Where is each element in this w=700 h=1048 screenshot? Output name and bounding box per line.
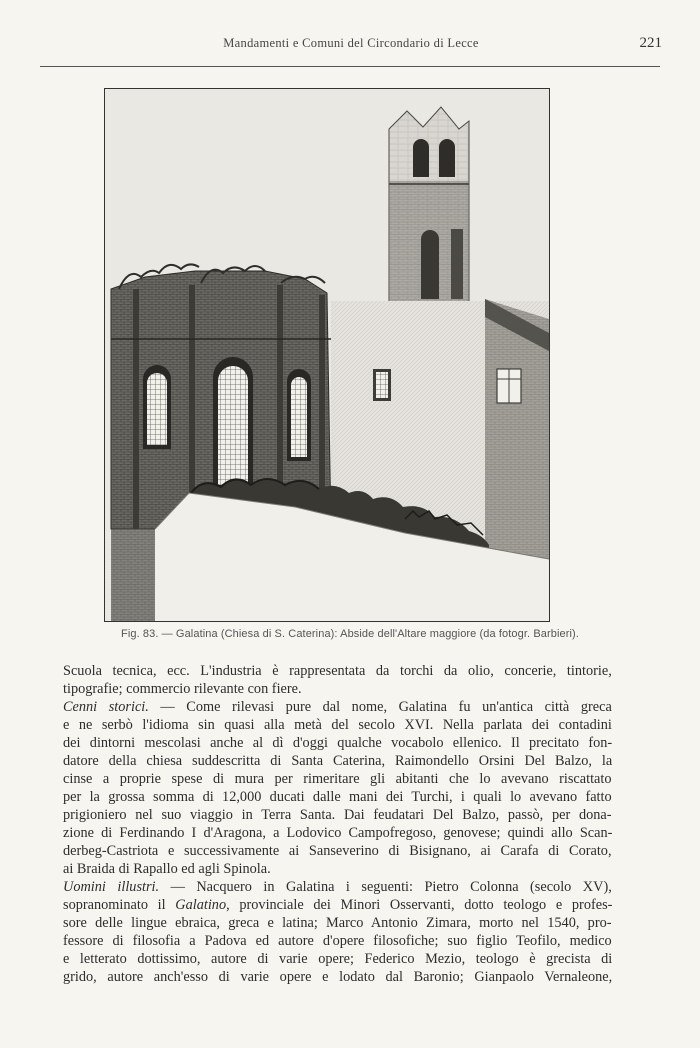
text-line bbox=[63, 860, 612, 878]
text-line-content: cinse a proprie spese di mura per rimeritare gli abitanti che lo avevano riscattato bbox=[63, 771, 612, 787]
running-title: Mandamenti e Comuni del Circondario di Lecce bbox=[223, 36, 479, 50]
text-line bbox=[63, 662, 612, 680]
text-line-content: fessore di filosofia a Padova ed autore d'opere filosofiche; suo figlio Teofilo, medico bbox=[63, 933, 612, 949]
text-line-content: e letterato dottissimo, autore di varie opere; Federico Mezio, teologo è grecista di bbox=[63, 951, 613, 967]
text-line-content: datore della chiesa suddescritta di Santa Caterina, Raimondello Orsini Del Balzo, la bbox=[63, 753, 613, 769]
text-line-content: sopranominato il Galatino, provinciale dei Minori Osservanti, dotto teologo e profes- bbox=[63, 897, 613, 913]
text-line-content: derbeg-Castriota e successivamente ai Sanseverino di Bisignano, ai Carafa di Corato, bbox=[63, 843, 612, 859]
text-line bbox=[63, 680, 612, 698]
text-line bbox=[63, 968, 612, 986]
text-line bbox=[63, 716, 612, 734]
text-line bbox=[63, 896, 612, 914]
header-rule bbox=[40, 66, 660, 67]
text-line-content: zione di Ferdinando I d'Aragona, a Lodovico Campofregoso, genovese; quindi allo Scan- bbox=[63, 825, 613, 841]
church-engraving bbox=[105, 89, 549, 621]
text-line bbox=[63, 932, 612, 950]
text-line-content: Scuola tecnica, ecc. L'industria è rappresentata da torchi da olio, concerie, tintorie, bbox=[63, 663, 612, 679]
text-line-content: Uomini illustri. — Nacquero in Galatina i seguenti: Pietro Colonna (secolo XV), bbox=[63, 879, 612, 895]
text-line bbox=[63, 788, 612, 806]
page-number: 221 bbox=[639, 35, 662, 51]
text-line bbox=[63, 950, 612, 968]
text-line-content: ai Braida di Rapallo ed agli Spinola. bbox=[63, 861, 271, 877]
body-text bbox=[63, 662, 612, 986]
text-line bbox=[63, 806, 612, 824]
text-line-content: per la grossa somma di 12,000 ducati dalle mani dei Turchi, i quali lo avevano fatto bbox=[63, 789, 612, 805]
text-line bbox=[63, 734, 612, 752]
text-line bbox=[63, 842, 612, 860]
text-line-content: grido, autore anch'esso di varie opere e lodato dal Baronio; Gianpaolo Vernaleone, bbox=[63, 969, 613, 985]
text-line-content: e ne serbò l'idioma sin quasi alla metà del secolo XVI. Nella parlata dei contadini bbox=[63, 717, 612, 733]
figure-caption: Fig. 83. — Galatina (Chiesa di S. Caterina): Abside dell'Altare maggiore (da fotogr. Barbieri). bbox=[121, 628, 579, 640]
text-line bbox=[63, 698, 612, 716]
text-line bbox=[63, 752, 612, 770]
text-line-content: sore delle lingue ebraica, greca e latina; Marco Antonio Zimara, morto nel 1540, pro- bbox=[63, 915, 612, 931]
text-line bbox=[63, 770, 612, 788]
bell-tower bbox=[389, 107, 469, 304]
page-header bbox=[40, 36, 662, 58]
text-line bbox=[63, 878, 612, 896]
text-line-content: dei dintorni mescolasi anche al dì d'oggi qualche vocabolo ellenico. Il precitato fon- bbox=[63, 735, 613, 751]
text-line-content: prigioniero nel suo viaggio in Terra Santa. Dai feudatari Del Balzo, passò, per dona- bbox=[63, 807, 612, 823]
figure-illustration bbox=[104, 88, 550, 622]
text-line-content: tipografie; commercio rilevante con fiere. bbox=[63, 681, 302, 697]
text-line bbox=[63, 824, 612, 842]
text-line-content: Cenni storici. — Come rilevasi pure dal nome, Galatina fu un'antica città greca bbox=[63, 699, 612, 715]
text-line bbox=[63, 914, 612, 932]
